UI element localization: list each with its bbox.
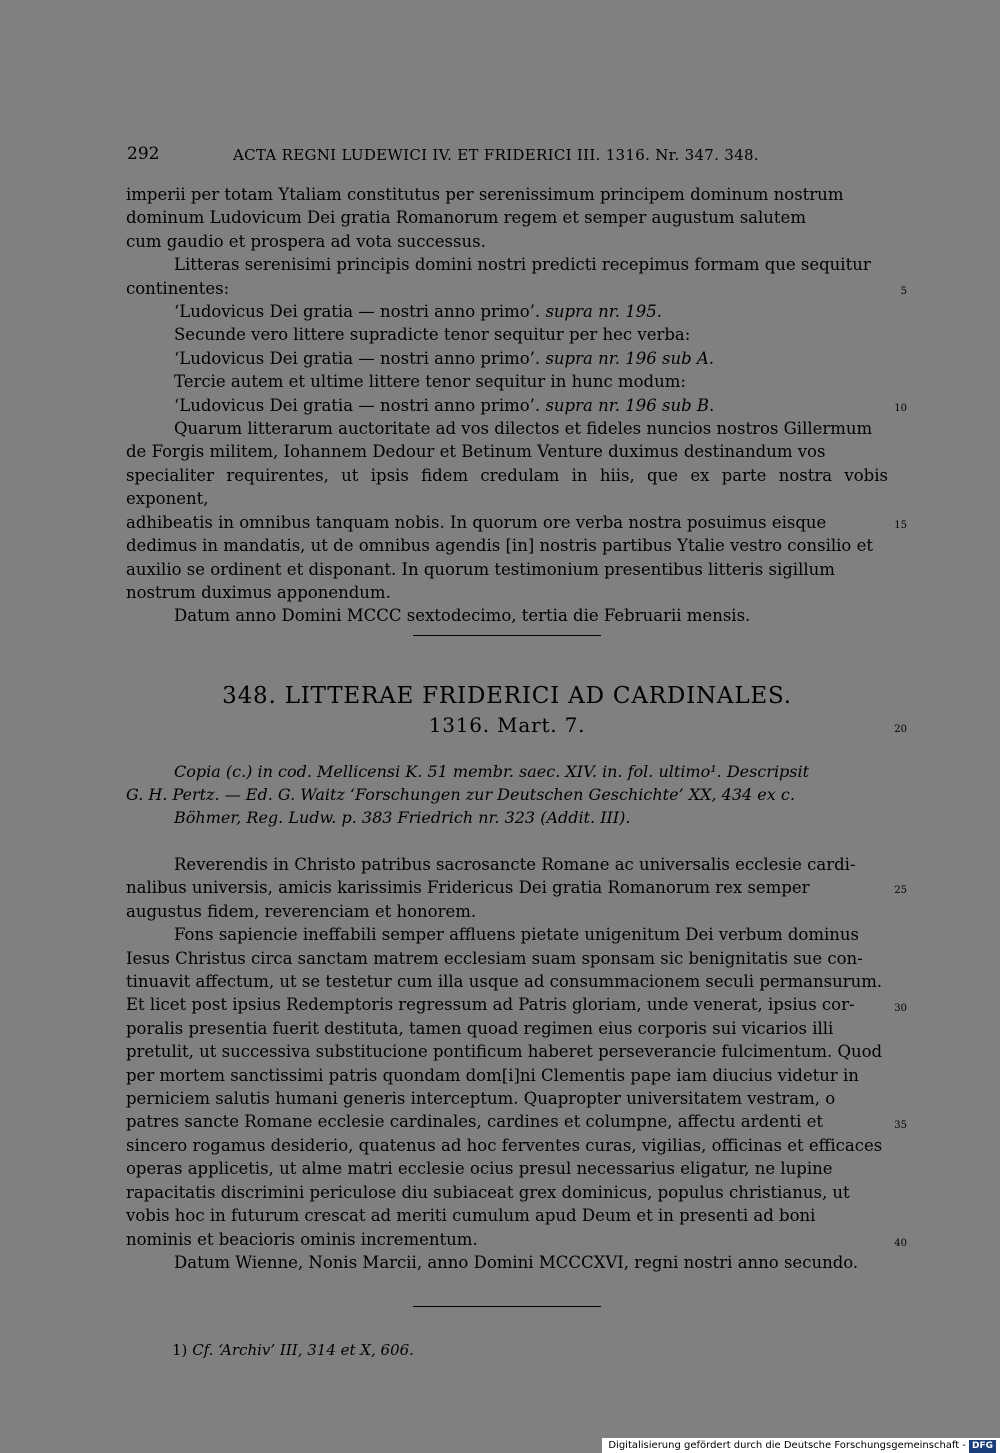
doc348-datum: Datum Wienne, Nonis Marcii, anno Domini MCCCXVI, regni nostri anno secundo.	[174, 1252, 859, 1272]
doc347-tercie: Tercie autem et ultime littere tenor sequitur in hunc modum:	[174, 372, 686, 392]
doc347-quote-2	[126, 347, 888, 370]
line-number: 35	[894, 1120, 907, 1131]
doc347-quarum-line: Quarum litterarum auctoritate ad vos dilectos et fideles nuncios nostros Gillermum	[174, 419, 873, 439]
doc348-salutation-line: nalibus universis, amicis karissimis Fridericus Dei gratia Romanorum rex semper	[126, 878, 810, 898]
doc347-quote-1	[126, 300, 888, 323]
doc347-datum: Datum anno Domini MCCC sextodecimo, tertia die Februarii mensis.	[174, 606, 751, 626]
doc348-fons-line: Fons sapiencie ineffabili semper affluens pietate unigenitum Dei verbum dominus	[174, 925, 859, 945]
footnote-divider	[413, 1306, 601, 1307]
doc347-litteras-line-1: Litteras serenisimi principis domini nostri predicti recepimus formam que sequitur	[174, 255, 871, 275]
dfg-logo: DFG	[969, 1440, 996, 1453]
line-number: 30	[894, 1003, 907, 1014]
doc347-quarum-line: specialiter requirentes, ut ipsis fidem credulam in hiis, que ex parte nostra vobis exponent,	[126, 465, 888, 509]
doc348-fons-line: perniciem salutis humani generis interceptum. Quapropter universitatem vestram, o	[126, 1089, 836, 1109]
doc348-salutation-line: augustus fidem, reverenciam et honorem.	[126, 901, 477, 921]
doc348-fons-line: sincero rogamus desiderio, quatenus ad hoc ferventes curas, vigilias, officinas et efficaces	[126, 1135, 883, 1155]
line-number: 40	[894, 1238, 907, 1249]
doc348-fons-line: Iesus Christus circa sanctam matrem ecclesiam suam sponsam sic benignitatis sue con-	[126, 948, 863, 968]
source-line: Copia (c.) in cod. Mellicensi K. 51 membr. saec. XIV. in. fol. ultimo¹. Descripsit	[174, 762, 810, 781]
doc348-fons-line: tinuavit affectum, ut se testetur cum illa usque ad consummacionem seculi permansurum.	[126, 972, 883, 992]
doc347-quarum-line: de Forgis militem, Iohannem Dedour et Betinum Venture duximus destinandum vos	[126, 442, 826, 462]
line-number: 20	[894, 724, 907, 735]
doc348-fons-line: operas applicetis, ut alme matri ecclesie ocius presul necessarius eligatur, ne lupine	[126, 1159, 833, 1179]
quote-text: ‘Ludovicus Dei gratia — nostri anno primo’.	[174, 395, 541, 415]
doc347-quarum-line: dedimus in mandatis, ut de omnibus agendis [in] nostris partibus Ytalie vestro consilio et	[126, 536, 873, 556]
line-number: 5	[900, 286, 907, 297]
doc348-source-note	[126, 760, 888, 829]
doc348-body	[126, 853, 888, 1274]
doc348-fons-line: poralis presentia fuerit destituta, tamen quoad regimen eius corporis sui vicarios illi	[126, 1018, 834, 1038]
quote-reference: supra nr. 195.	[545, 302, 662, 322]
doc348-salutation-line: Reverendis in Christo patribus sacrosancte Romane ac universalis ecclesie cardi-	[174, 855, 856, 874]
doc348-date: 1316. Mart. 7.	[428, 713, 586, 737]
doc347-quarum-line: auxilio se ordinent et disponant. In quorum testimonium presentibus litteris sigillum	[126, 559, 835, 579]
running-header	[127, 144, 887, 168]
quote-text: ‘Ludovicus Dei gratia — nostri anno primo’.	[174, 348, 541, 368]
doc347-secunde: Secunde vero littere supradicte tenor sequitur per hec verba:	[174, 325, 691, 345]
doc347-opening-line-2: dominum Ludovicum Dei gratia Romanorum regem et semper augustum salutem	[126, 208, 806, 228]
quote-reference: supra nr. 196 sub A.	[545, 348, 715, 368]
doc347-opening-line-3: cum gaudio et prospera ad vota successus.	[126, 231, 486, 251]
quote-reference: supra nr. 196 sub B.	[545, 395, 715, 415]
section-divider	[413, 635, 601, 636]
digitization-credit	[602, 1438, 1000, 1453]
doc348-fons-line: nominis et beacioris ominis incrementum.	[126, 1229, 478, 1249]
doc348-fons-line: vobis hoc in futurum crescat ad meriti cumulum apud Deum et in presenti ad boni	[126, 1206, 816, 1226]
doc348-fons-line: per mortem sanctissimi patris quondam dom[i]ni Clementis pape iam diucius videtur in	[126, 1065, 859, 1085]
doc348-fons-line: rapacitatis discrimini periculose diu subiaceat grex dominicus, populus christianus, ut	[126, 1182, 850, 1202]
line-number: 15	[894, 520, 907, 531]
footnote	[172, 1341, 414, 1359]
running-title: ACTA REGNI LUDEWICI IV. ET FRIDERICI III. 1316. Nr. 347. 348.	[233, 146, 759, 164]
doc347-body	[126, 183, 888, 628]
footnote-text: Cf. ‘Archiv’ III, 314 et X, 606.	[192, 1341, 414, 1359]
doc348-title: 348. LITTERAE FRIDERICI AD CARDINALES.	[222, 683, 792, 709]
source-line: Böhmer, Reg. Ludw. p. 383 Friedrich nr. 323 (Addit. III).	[174, 808, 631, 827]
doc348-fons-line: pretulit, ut successiva substitucione pontificum haberet perseverancie fulcimentum. Quod	[126, 1042, 883, 1062]
doc348-fons-line: patres sancte Romane ecclesie cardinales, cardines et columpne, affectu ardenti et	[126, 1112, 824, 1132]
doc347-opening-line-1: imperii per totam Ytaliam constitutus per serenissimum principem dominum nostrum	[126, 185, 844, 204]
line-number: 25	[894, 885, 907, 896]
source-line: G. H. Pertz. — Ed. G. Waitz ‘Forschungen zur Deutschen Geschichte’ XX, 434 ex c.	[126, 785, 795, 804]
doc347-quarum-line: adhibeatis in omnibus tanquam nobis. In quorum ore verba nostra posuimus eisque	[126, 512, 827, 532]
doc348-fons-line: Et licet post ipsius Redemptoris regressum ad Patris gloriam, unde venerat, ipsius cor-	[126, 995, 855, 1015]
doc347-litteras-line-2: continentes:	[126, 278, 230, 298]
doc347-quarum-line: nostrum duximus apponendum.	[126, 582, 391, 602]
page-number: 292	[127, 144, 160, 164]
footnote-marker: 1)	[172, 1341, 188, 1359]
doc347-quote-3	[126, 394, 888, 417]
credit-text: Digitalisierung gefördert durch die Deutsche Forschungsgemeinschaft -	[608, 1440, 966, 1451]
line-number: 10	[894, 403, 907, 414]
quote-text: ‘Ludovicus Dei gratia — nostri anno primo’.	[174, 302, 541, 322]
